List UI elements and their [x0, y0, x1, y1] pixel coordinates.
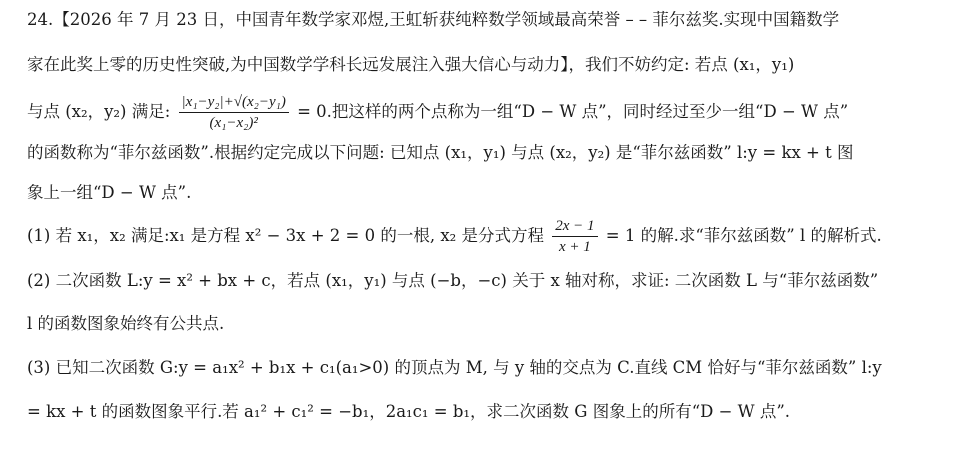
part-1-fraction: [552, 217, 597, 256]
part-1-line: [27, 216, 944, 256]
problem-line-2: 家在此奖上零的历史性突破,为中国数学学科长远发展注入强大信心与动力】，我们不妨约定: 若点 (x₁，y₁): [27, 55, 795, 74]
problem-line-5: 象上一组“D − W 点”.: [27, 183, 192, 202]
part-2-line-1: (2) 二次函数 L:y = x² + bx + c，若点 (x₁，y₁) 与点 (−b，−c) 关于 x 轴对称，求证: 二次函数 L 与“菲尔兹函数”: [27, 271, 879, 290]
part-1-prefix: (1) 若 x₁，x₂ 满足:x₁ 是方程 x² − 3x + 2 = 0 的一根, x₂ 是分式方程: [27, 226, 544, 245]
part-1-fraction-denominator: x + 1: [558, 239, 591, 255]
condition-fraction-denominator: (x₁−x₂)²: [209, 115, 258, 131]
part-1-fraction-numerator: 2x − 1: [552, 217, 597, 237]
line3-prefix: 与点 (x₂，y₂) 满足:: [27, 102, 171, 121]
part-3-line-1: (3) 已知二次函数 G:y = a₁x² + b₁x + c₁(a₁>0) 的顶点为 M, 与 y 轴的交点为 C.直线 CM 恰好与“菲尔兹函数” l:y: [27, 358, 882, 377]
condition-fraction-numerator: |x₁−y₂|+√(x₂−y₁): [179, 93, 289, 113]
part-2-line-2: l 的函数图象始终有公共点.: [27, 314, 225, 333]
problem-line-3: [27, 92, 944, 132]
line3-suffix: = 0.把这样的两个点称为一组“D − W 点”，同时经过至少一组“D − W 点”: [297, 102, 849, 121]
problem-line-1: 24.【2026 年 7 月 23 日，中国青年数学家邓煜,王虹斩获纯粹数学领域最高荣誉 – – 菲尔兹奖.实现中国籍数学: [27, 10, 840, 29]
part-3-line-2: = kx + t 的函数图象平行.若 a₁² + c₁² = −b₁，2a₁c₁ = b₁，求二次函数 G 图象上的所有“D − W 点”.: [27, 402, 791, 421]
condition-fraction: [179, 93, 289, 132]
problem-line-4: 的函数称为“菲尔兹函数”.根据约定完成以下问题: 已知点 (x₁，y₁) 与点 (x₂，y₂) 是“菲尔兹函数” l:y = kx + t 图: [27, 143, 854, 162]
part-1-suffix: = 1 的解.求“菲尔兹函数” l 的解析式.: [605, 226, 882, 245]
